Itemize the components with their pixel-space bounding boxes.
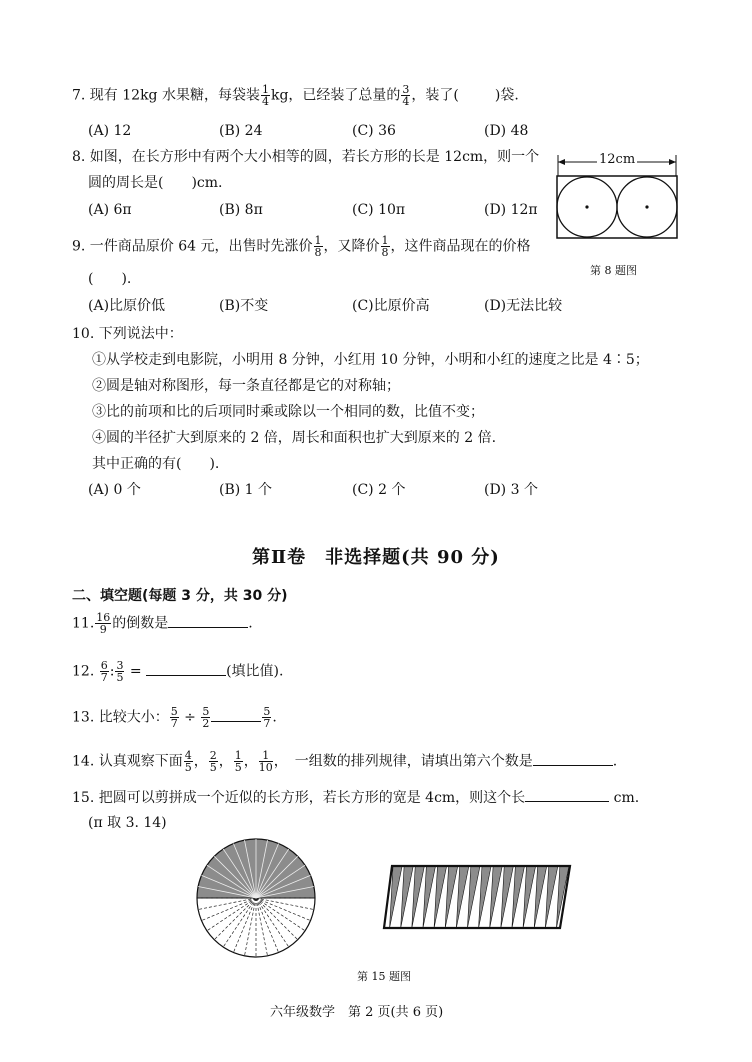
q15-figure-caption: 第 15 题图	[357, 970, 411, 983]
q15-stem-line2: (π 取 3. 14)	[88, 815, 167, 831]
fraction: $\frac{1}{4}$	[261, 83, 269, 108]
answer-blank[interactable]	[211, 709, 261, 722]
q7-option-a[interactable]: (A) 12	[88, 123, 132, 139]
fraction: $\frac{1}{8}$	[381, 234, 389, 259]
q10-option-a[interactable]: (A) 0 个	[88, 482, 141, 498]
fraction: $\frac{5}{2}$	[202, 705, 210, 730]
fraction: $\frac{6}{7}$	[100, 659, 108, 684]
q8-figure-caption: 第 8 题图	[590, 264, 637, 277]
q10-stem: 10. 下列说法中：	[72, 326, 183, 342]
q10-item-1: ①从学校走到电影院，小明用 8 分钟，小红用 10 分钟，小明和小红的速度之比是 4∶5；	[92, 352, 649, 368]
sector-piece	[456, 866, 469, 928]
sector-piece	[479, 866, 492, 928]
q12: 12. $\frac{6}{7}$ : $\frac{3}{5}$ = (填比值).	[72, 659, 284, 684]
q15-circle-figure	[194, 836, 318, 960]
sector-piece	[423, 866, 436, 928]
q7-option-c[interactable]: (C) 36	[352, 123, 396, 139]
q11: 11. $\frac{16}{9}$ 的倒数是 .	[72, 611, 253, 636]
sector-piece	[534, 866, 547, 928]
sector-piece	[434, 866, 447, 928]
q9-option-a[interactable]: (A)比原价低	[88, 298, 166, 314]
sector-piece	[401, 866, 414, 928]
q8-option-b[interactable]: (B) 8π	[219, 202, 263, 218]
sector-piece	[490, 866, 503, 928]
q9-stem-line2: ( ).	[88, 271, 132, 287]
fraction: $\frac{16}{9}$	[96, 611, 111, 636]
answer-blank[interactable]	[146, 663, 226, 676]
q13: 13. 比较大小： $\frac{5}{7}$ ÷ $\frac{5}{2}$ $\frac{5}{7}$ .	[72, 705, 277, 730]
fraction: $\frac{3}{5}$	[116, 659, 124, 684]
answer-blank[interactable]	[533, 753, 613, 766]
q8-figure-label: 12cm	[599, 152, 636, 167]
q10-option-c[interactable]: (C) 2 个	[352, 482, 406, 498]
fraction: $\frac{5}{7}$	[263, 705, 271, 730]
fraction: $\frac{1}{5}$	[234, 749, 242, 774]
q10-option-d[interactable]: (D) 3 个	[484, 482, 538, 498]
fraction: $\frac{4}{5}$	[184, 749, 192, 774]
q10-item-3: ③比的前项和比的后项同时乘或除以一个相同的数，比值不变；	[92, 404, 484, 420]
answer-blank[interactable]	[525, 789, 609, 802]
sector-piece	[467, 866, 480, 928]
q15-parallelogram-figure	[382, 864, 574, 934]
q15-stem-line1: 15. 把圆可以剪拼成一个近似的长方形，若长方形的宽是 4cm，则这个长 cm.	[72, 790, 640, 806]
q9-stem: 9. 一件商品原价 64 元，出售时先涨价 $\frac{1}{8}$ ，又降价 $\frac{1}{8}$ ，这件商品现在的价格	[72, 234, 531, 259]
fraction: $\frac{1}{10}$	[258, 749, 273, 774]
q14: 14. 认真观察下面 $\frac{4}{5}$ ， $\frac{2}{5}$ ， $\frac{1}{5}$ ， $\frac{1}{10}$ ， 一组数的排列规律，请填出第六个数是 .	[72, 749, 618, 774]
fraction: $\frac{1}{8}$	[314, 234, 322, 259]
sector-piece	[501, 866, 514, 928]
q10-ask: 其中正确的有( ).	[92, 456, 220, 472]
q7-option-b[interactable]: (B) 24	[219, 123, 263, 139]
section2-heading: 二、填空题(每题 3 分，共 30 分)	[72, 588, 288, 604]
sector-piece	[545, 866, 558, 928]
answer-blank[interactable]	[168, 615, 248, 628]
fraction: $\frac{5}{7}$	[170, 705, 178, 730]
q7-stem: 7. 现有 12kg 水果糖，每袋装 $\frac{1}{4}$ kg，已经装了总量的 $\frac{3}{4}$ ，装了( )袋.	[72, 83, 519, 108]
q9-option-b[interactable]: (B)不变	[219, 298, 269, 314]
page-footer: 六年级数学 第 2 页(共 6 页)	[270, 1005, 444, 1020]
arrow-right-icon	[669, 159, 676, 165]
sector-line	[214, 898, 256, 940]
part2-title: 第Ⅱ卷 非选择题(共 90 分)	[252, 547, 500, 568]
sector-line	[256, 898, 298, 940]
q8-option-c[interactable]: (C) 10π	[352, 202, 406, 218]
q8-stem-line2: 圆的周长是( )cm.	[88, 175, 223, 191]
q10-item-2: ②圆是轴对称图形，每一条直径都是它的对称轴；	[92, 378, 400, 394]
q10-item-4: ④圆的半径扩大到原来的 2 倍，周长和面积也扩大到原来的 2 倍.	[92, 430, 497, 446]
q10-option-b[interactable]: (B) 1 个	[219, 482, 273, 498]
sector-piece	[556, 866, 569, 928]
q9-option-d[interactable]: (D)无法比较	[484, 298, 563, 314]
fraction: $\frac{3}{4}$	[402, 83, 410, 108]
q9-option-c[interactable]: (C)比原价高	[352, 298, 430, 314]
sector-piece	[412, 866, 425, 928]
sector-piece	[445, 866, 458, 928]
sector-piece	[523, 866, 536, 928]
q8-option-d[interactable]: (D) 12π	[484, 202, 538, 218]
arrow-left-icon	[558, 159, 565, 165]
sector-piece	[512, 866, 525, 928]
q8-stem-line1: 8. 如图，在长方形中有两个大小相等的圆，若长方形的长是 12cm，则一个	[72, 149, 540, 165]
q7-option-d[interactable]: (D) 48	[484, 123, 529, 139]
q8-option-a[interactable]: (A) 6π	[88, 202, 132, 218]
fraction: $\frac{2}{5}$	[209, 749, 217, 774]
